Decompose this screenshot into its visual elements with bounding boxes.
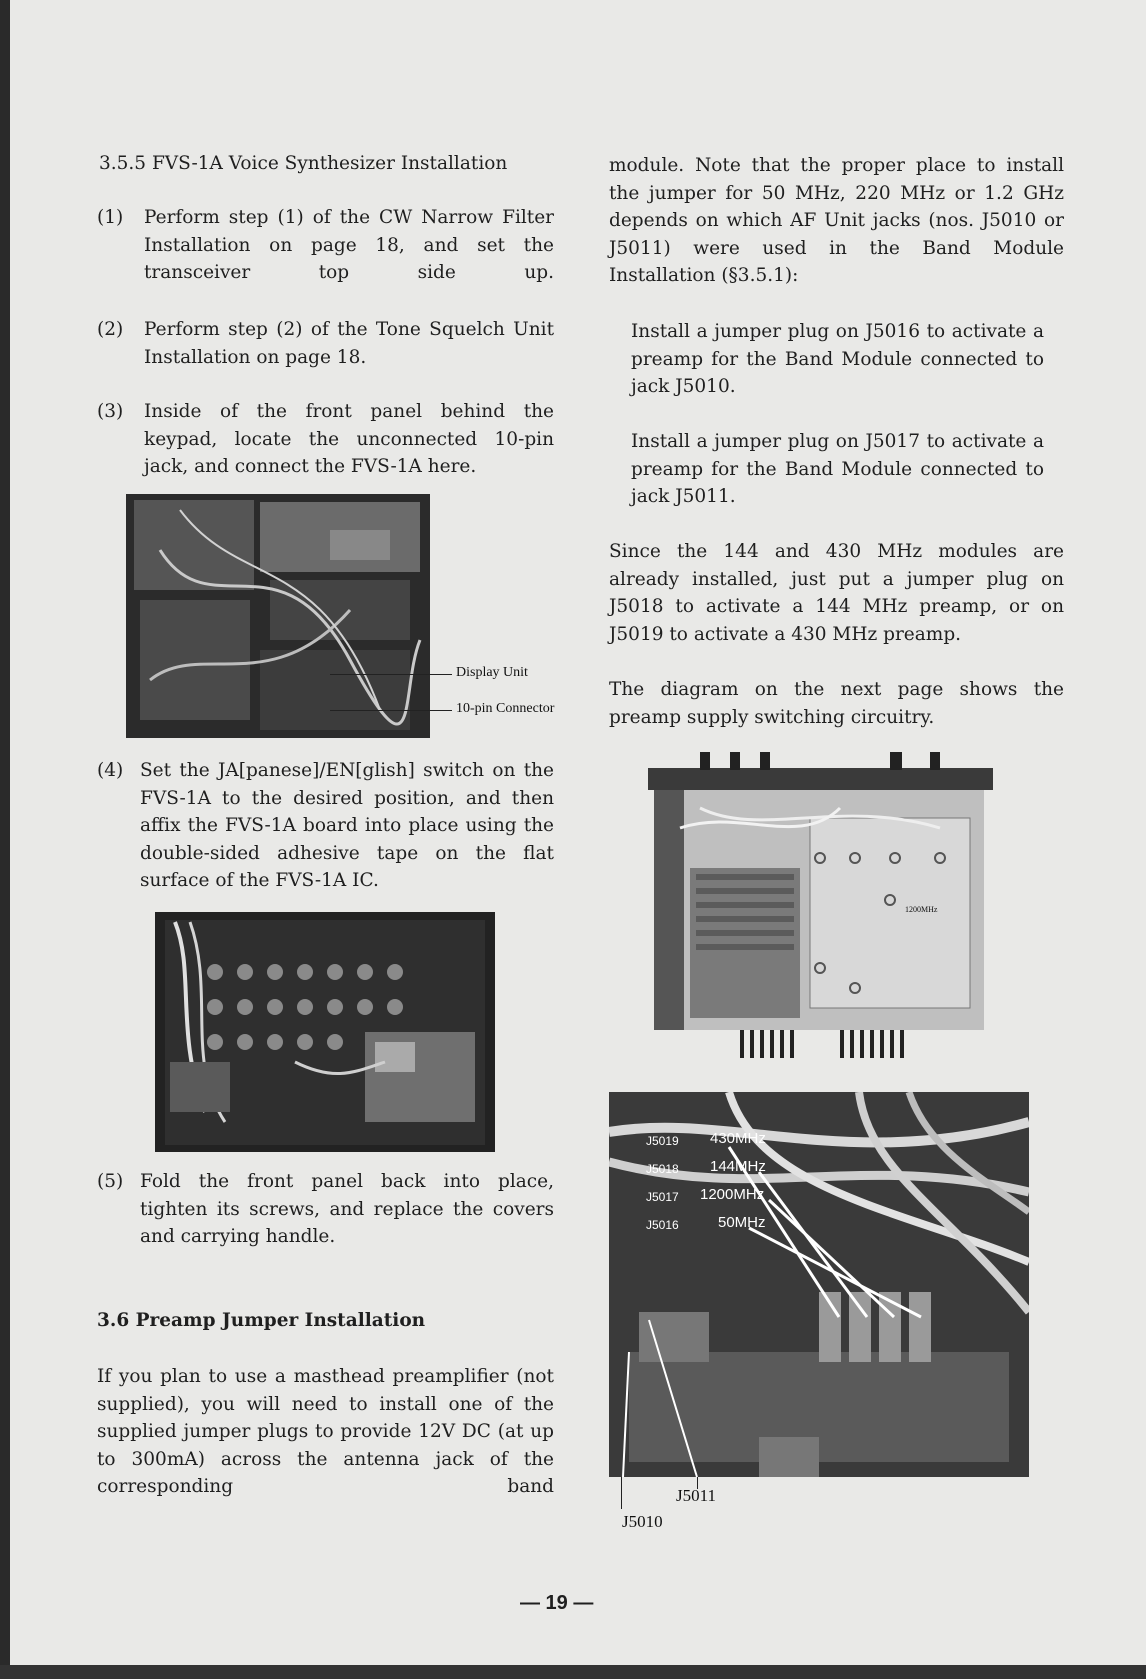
j5018-label: J5018	[646, 1162, 679, 1176]
section-355-heading: 3.5.5 FVS-1A Voice Synthesizer Installation	[99, 153, 508, 174]
band-1200mhz-label: 1200MHz	[700, 1186, 765, 1203]
j5010-label: J5010	[622, 1512, 663, 1531]
step-4-text: Set the JA[panese]/EN[glish] switch on the FVS-1A to the desired position, and then affix the FVS-1A board into place using the double-sided adhesive tape on the flat surface of the FVS-1A IC.	[140, 760, 554, 892]
step-5-number: (5)	[97, 1171, 124, 1192]
step-2-text: Perform step (2) of the Tone Squelch Unit Installation on page 18.	[144, 319, 554, 368]
radio-top-view-photo	[640, 748, 1000, 1058]
photo3-1200mhz-label: 1200MHz	[905, 905, 938, 914]
step-3-text: Inside of the front panel behind the keypad, locate the unconnected 10-pin jack, and connect the FVS-1A here.	[144, 401, 554, 478]
section-36-heading: 3.6 Preamp Jumper Installation	[97, 1310, 426, 1331]
j5011-label: J5011	[676, 1486, 716, 1505]
j5010-tick	[621, 1477, 622, 1509]
j5019-label: J5019	[646, 1134, 679, 1148]
display-unit-label: Display Unit	[456, 665, 528, 680]
connector-label: 10-pin Connector	[456, 701, 555, 716]
band-430mhz-label: 430MHz	[710, 1130, 766, 1147]
band-50mhz-label: 50MHz	[718, 1214, 766, 1231]
transceiver-interior-photo	[120, 490, 436, 742]
j5017-label: J5017	[646, 1190, 679, 1204]
step-2-number: (2)	[97, 319, 124, 340]
step-5-text: Fold the front panel back into place, tighten its screws, and replace the covers and carrying handle.	[140, 1171, 554, 1248]
jumper-144-430-paragraph: Since the 144 and 430 MHz modules are already installed, just put a jumper plug on J5018 to activate a 144 MHz preamp, or on J5019 to activate a 430 MHz preamp.	[609, 541, 1064, 645]
connector-leader-line	[330, 710, 452, 711]
band-144mhz-label: 144MHz	[710, 1158, 766, 1175]
section-36-body: If you plan to use a masthead preamplifier (not supplied), you will need to install one of the supplied jumper plugs to provide 12V DC (at up to 300mA) across the antenna jack of the corresponding band	[97, 1366, 554, 1498]
display-unit-leader-line	[330, 674, 452, 675]
scan-bottom-edge	[0, 1665, 1146, 1679]
step-3-number: (3)	[97, 401, 124, 422]
step-4-number: (4)	[97, 760, 124, 781]
jumper-jacks-photo	[609, 1092, 1029, 1477]
fvs-1a-board-photo	[155, 912, 495, 1152]
page-number: — 19 —	[520, 1592, 594, 1614]
step-1-number: (1)	[97, 207, 124, 228]
scan-left-edge	[0, 0, 10, 1679]
j5016-label: J5016	[646, 1218, 679, 1232]
step-1-text: Perform step (1) of the CW Narrow Filter Installation on page 18, and set the transceiver top side up.	[144, 207, 554, 284]
jumper-j5016-paragraph: Install a jumper plug on J5016 to activate a preamp for the Band Module connected to jack J5010.	[631, 321, 1044, 398]
jumper-intro-paragraph: module. Note that the proper place to install the jumper for 50 MHz, 220 MHz or 1.2 GHz depends on which AF Unit jacks (nos. J5010 or J5011) were used in the Band Module Installation (§3.5.1):	[609, 155, 1064, 287]
diagram-reference-paragraph: The diagram on the next page shows the preamp supply switching circuitry.	[609, 679, 1064, 728]
jumper-j5017-paragraph: Install a jumper plug on J5017 to activate a preamp for the Band Module connected to jack J5011.	[631, 431, 1044, 508]
